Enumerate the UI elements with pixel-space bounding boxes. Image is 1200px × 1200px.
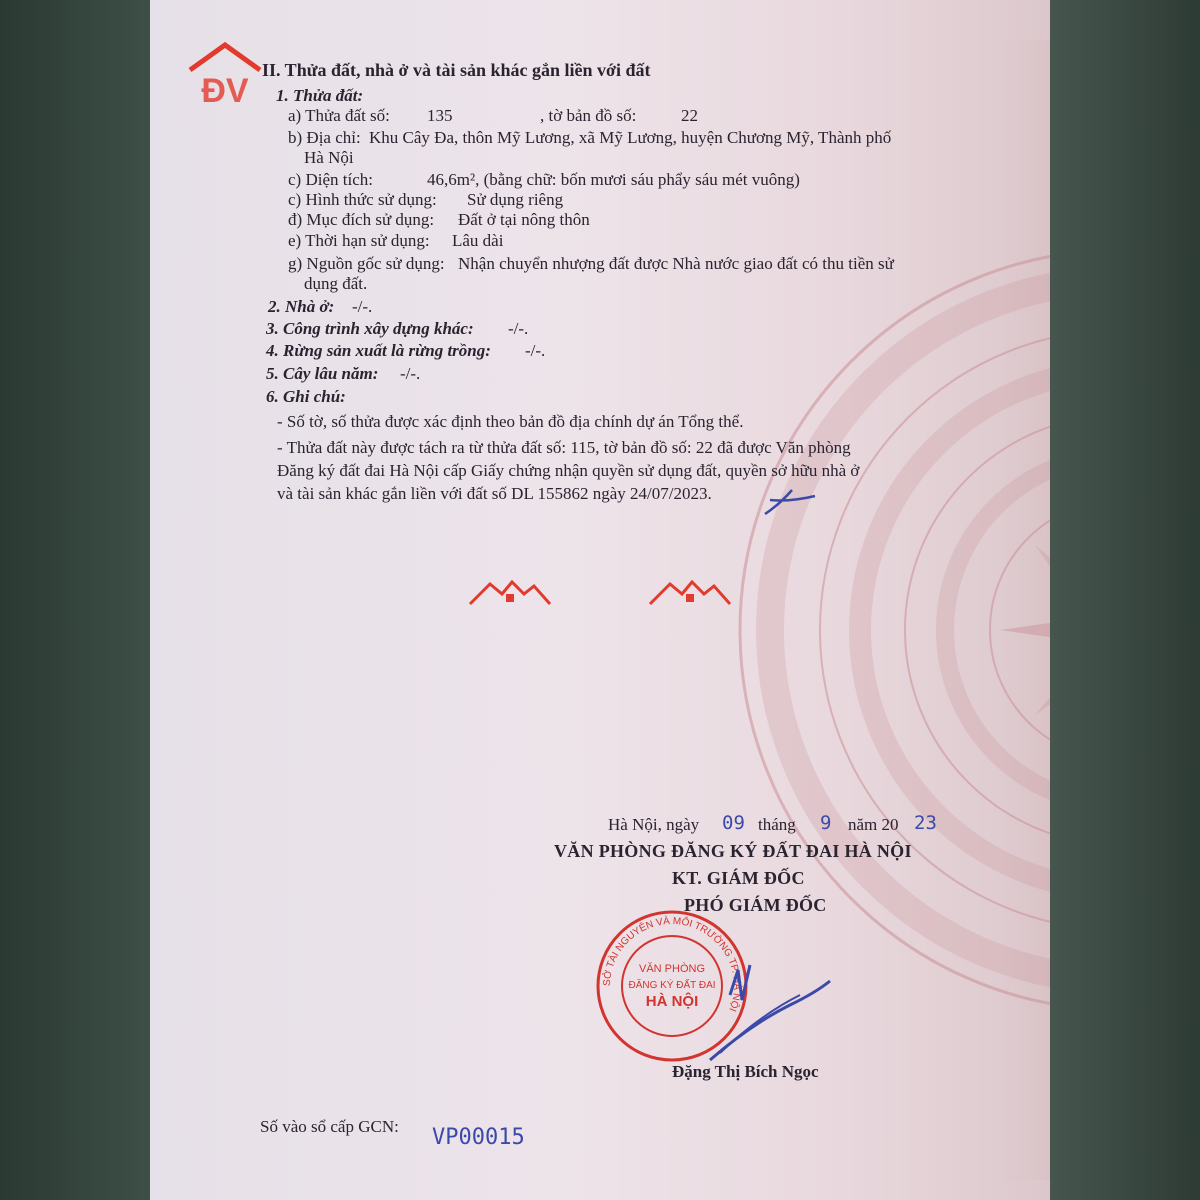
background-right bbox=[1050, 0, 1200, 1200]
date-year-suffix: 23 bbox=[914, 812, 937, 834]
land-heading: 1. Thửa đất: bbox=[276, 86, 364, 105]
svg-text:ĐV: ĐV bbox=[201, 72, 249, 110]
stamp-line1: VĂN PHÒNG bbox=[638, 963, 706, 975]
notes-heading: 6. Ghi chú: bbox=[266, 387, 346, 406]
section-title: II. Thửa đất, nhà ở và tài sản khác gắn liền với đất bbox=[262, 60, 651, 80]
parcel-number-label: a) Thửa đất số: bbox=[288, 106, 390, 125]
notes-line2: - Thửa đất này được tách ra từ thửa đất số: 115, tờ bản đồ số: 22 đã được Văn phòng bbox=[277, 438, 851, 457]
origin-label: g) Nguồn gốc sử dụng: bbox=[288, 254, 445, 273]
address-value-line2: Hà Nội bbox=[304, 148, 354, 167]
gcn-number-value: VP00015 bbox=[432, 1125, 525, 1150]
notes-line1: - Số tờ, số thửa được xác định theo bản đồ địa chính dự án Tổng thể. bbox=[277, 412, 744, 431]
usage-purpose-label: đ) Mục đích sử dụng: bbox=[288, 210, 435, 229]
notes-line4: và tài sản khác gắn liền với đất số DL 155862 ngày 24/07/2023. bbox=[277, 484, 712, 503]
notes-line3: Đăng ký đất đai Hà Nội cấp Giấy chứng nhận quyền sử dụng đất, quyền sở hữu nhà ở bbox=[277, 461, 860, 480]
house-watermark-icon bbox=[648, 578, 732, 608]
stamp-line2: ĐĂNG KÝ ĐẤT ĐAI bbox=[628, 980, 716, 991]
address-label: b) Địa chỉ: bbox=[288, 128, 361, 147]
usage-form-label: c) Hình thức sử dụng: bbox=[288, 190, 437, 209]
stamp-ring-text: SỞ TÀI NGUYÊN VÀ MÔI TRƯỜNG TP. HÀ NỘI bbox=[601, 915, 743, 1013]
gcn-number-label: Số vào sổ cấp GCN: bbox=[260, 1117, 399, 1136]
usage-form-value: Sử dụng riêng bbox=[467, 190, 564, 209]
map-sheet-label: , tờ bản đồ số: bbox=[540, 106, 637, 125]
origin-value-line2: dụng đất. bbox=[304, 274, 368, 293]
parcel-number-value: 135 bbox=[427, 106, 453, 125]
date-prefix: Hà Nội, ngày bbox=[608, 815, 700, 834]
date-year-label: năm 20 bbox=[848, 815, 899, 834]
date-day: 09 bbox=[722, 812, 745, 834]
stamp-line3: HÀ NỘI bbox=[645, 993, 699, 1010]
map-sheet-value: 22 bbox=[681, 106, 698, 125]
forest-label: 4. Rừng sản xuất là rừng trồng: bbox=[266, 341, 491, 360]
perennial-value: -/-. bbox=[400, 364, 421, 383]
forest-value: -/-. bbox=[525, 341, 546, 360]
dv-logo-icon bbox=[185, 40, 265, 110]
deputy-title: PHÓ GIÁM ĐỐC bbox=[684, 895, 827, 915]
kt-title: KT. GIÁM ĐỐC bbox=[672, 868, 805, 888]
usage-term-label: e) Thời hạn sử dụng: bbox=[288, 231, 430, 250]
origin-value-line1: Nhận chuyển nhượng đất được Nhà nước giao đất có thu tiền sử bbox=[458, 254, 894, 273]
signature-icon bbox=[690, 955, 840, 1065]
usage-term-value: Lâu dài bbox=[452, 231, 504, 250]
construction-value: -/-. bbox=[508, 319, 529, 338]
construction-label: 3. Công trình xây dựng khác: bbox=[266, 319, 474, 338]
date-month: 9 bbox=[820, 812, 832, 834]
area-value: 46,6m², (bằng chữ: bốn mươi sáu phẩy sáu mét vuông) bbox=[427, 170, 800, 189]
office-name: VĂN PHÒNG ĐĂNG KÝ ĐẤT ĐAI HÀ NỘI bbox=[554, 841, 912, 861]
usage-purpose-value: Đất ở tại nông thôn bbox=[458, 210, 590, 229]
background-left bbox=[0, 0, 150, 1200]
address-value-line1: Khu Cây Đa, thôn Mỹ Lương, xã Mỹ Lương, huyện Chương Mỹ, Thành phố bbox=[369, 128, 892, 147]
house-watermark-icon bbox=[468, 578, 552, 608]
signer-name: Đặng Thị Bích Ngọc bbox=[672, 1062, 819, 1081]
handwritten-mark-icon bbox=[760, 482, 820, 522]
date-month-label: tháng bbox=[758, 815, 796, 834]
house-label: 2. Nhà ở: bbox=[268, 297, 335, 316]
house-value: -/-. bbox=[352, 297, 373, 316]
perennial-label: 5. Cây lâu năm: bbox=[266, 364, 379, 383]
area-label: c) Diện tích: bbox=[288, 170, 373, 189]
